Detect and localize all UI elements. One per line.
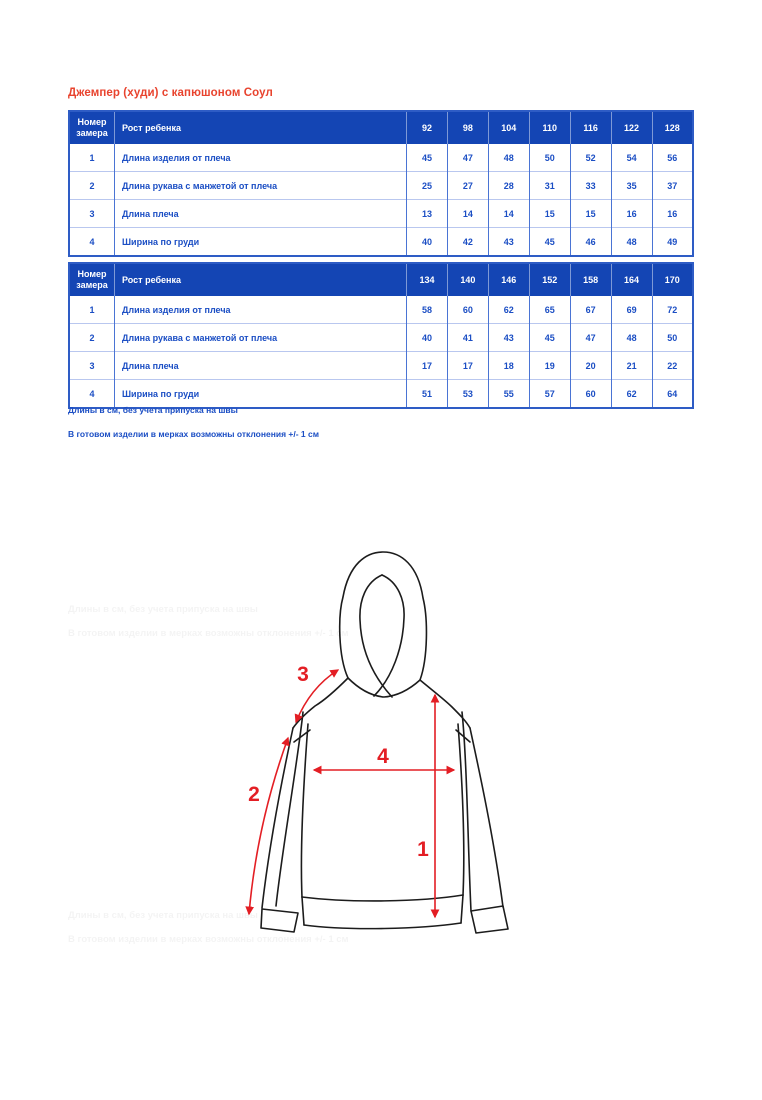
body-side-left [301, 724, 308, 897]
header-size-value: 110 [529, 111, 570, 144]
measure-value-cell: 48 [611, 324, 652, 352]
measure-value-cell: 40 [407, 228, 448, 257]
row-measure-number: 2 [69, 324, 115, 352]
sleeve-right-outer [470, 728, 503, 907]
row-measure-label: Ширина по груди [115, 380, 407, 409]
measure-value-cell: 60 [447, 296, 488, 324]
header-measure-number: Номер замера [69, 111, 115, 144]
measure-value-cell: 40 [407, 324, 448, 352]
header-size-value: 158 [570, 263, 611, 296]
header-measure-number: Номер замера [69, 263, 115, 296]
header-child-height: Рост ребенка [115, 263, 407, 296]
measure-value-cell: 57 [529, 380, 570, 409]
measure-value-cell: 51 [407, 380, 448, 409]
measure-value-cell: 62 [488, 296, 529, 324]
measure-value-cell: 56 [652, 144, 693, 172]
header-size-value: 152 [529, 263, 570, 296]
measure-value-cell: 69 [611, 296, 652, 324]
measure-value-cell: 41 [447, 324, 488, 352]
measure-value-cell: 15 [570, 200, 611, 228]
header-child-height: Рост ребенка [115, 111, 407, 144]
measure-value-cell: 17 [447, 352, 488, 380]
cuff-left [261, 909, 298, 932]
measure-value-cell: 72 [652, 296, 693, 324]
hoodie-line-art [261, 552, 508, 933]
measure-value-cell: 50 [652, 324, 693, 352]
measure-value-cell: 17 [407, 352, 448, 380]
measure-value-cell: 47 [447, 144, 488, 172]
header-size-value: 122 [611, 111, 652, 144]
row-measure-number: 3 [69, 200, 115, 228]
size-table [68, 110, 694, 257]
row-measure-number: 1 [69, 144, 115, 172]
row-measure-label: Длина изделия от плеча [115, 144, 407, 172]
table-row [69, 296, 693, 324]
measure-value-cell: 55 [488, 380, 529, 409]
measure-value-cell: 49 [652, 228, 693, 257]
measure-value-cell: 60 [570, 380, 611, 409]
footnote-tolerance: В готовом изделии в мерках возможны отклонения +/- 1 см [68, 429, 320, 439]
measure-value-cell: 62 [611, 380, 652, 409]
measure-value-cell: 42 [447, 228, 488, 257]
row-measure-number: 2 [69, 172, 115, 200]
hood-outer-outline [340, 552, 427, 680]
measure-value-cell: 64 [652, 380, 693, 409]
table-row [69, 380, 693, 409]
header-size-value: 92 [407, 111, 448, 144]
header-size-value: 164 [611, 263, 652, 296]
measure-value-cell: 52 [570, 144, 611, 172]
hem-band-right-edge [461, 895, 463, 923]
measure-value-cell: 35 [611, 172, 652, 200]
measure-value-cell: 37 [652, 172, 693, 200]
measure-value-cell: 43 [488, 324, 529, 352]
measure-value-cell: 25 [407, 172, 448, 200]
measure-value-cell: 14 [447, 200, 488, 228]
hem-band-top [302, 895, 463, 901]
measure-label-4: 4 [377, 745, 389, 768]
row-measure-number: 4 [69, 380, 115, 409]
header-size-value: 104 [488, 111, 529, 144]
measure-value-cell: 21 [611, 352, 652, 380]
row-measure-number: 3 [69, 352, 115, 380]
row-measure-label: Длина плеча [115, 200, 407, 228]
header-size-value: 128 [652, 111, 693, 144]
measure-value-cell: 28 [488, 172, 529, 200]
header-size-value: 116 [570, 111, 611, 144]
measure-label-2: 2 [248, 783, 260, 806]
header-size-value: 146 [488, 263, 529, 296]
measure-value-cell: 27 [447, 172, 488, 200]
measure-value-cell: 31 [529, 172, 570, 200]
measure-value-cell: 58 [407, 296, 448, 324]
measure-value-cell: 65 [529, 296, 570, 324]
row-measure-label: Длина изделия от плеча [115, 296, 407, 324]
measure-value-cell: 67 [570, 296, 611, 324]
measure-label-3: 3 [297, 663, 309, 686]
measure-value-cell: 16 [652, 200, 693, 228]
product-title: Джемпер (худи) с капюшоном Соул [68, 87, 273, 99]
body-side-right [458, 724, 464, 895]
measure-value-cell: 48 [488, 144, 529, 172]
measure-value-cell: 33 [570, 172, 611, 200]
footnote-units: Длины в см, без учета припуска на швы [68, 405, 238, 415]
measure-value-cell: 43 [488, 228, 529, 257]
measure-value-cell: 19 [529, 352, 570, 380]
measure-arrow-sleeve-2 [249, 738, 288, 914]
header-size-value: 134 [407, 263, 448, 296]
header-size-value: 140 [447, 263, 488, 296]
row-measure-label: Длина рукава с манжетой от плеча [115, 172, 407, 200]
hem-band-left-edge [302, 897, 304, 925]
row-measure-label: Длина плеча [115, 352, 407, 380]
row-measure-number: 1 [69, 296, 115, 324]
measure-value-cell: 45 [529, 324, 570, 352]
row-measure-number: 4 [69, 228, 115, 257]
measure-value-cell: 22 [652, 352, 693, 380]
table-row [69, 200, 693, 228]
measure-value-cell: 16 [611, 200, 652, 228]
table-row [69, 228, 693, 257]
measure-value-cell: 54 [611, 144, 652, 172]
measure-value-cell: 20 [570, 352, 611, 380]
table-row [69, 172, 693, 200]
measure-value-cell: 46 [570, 228, 611, 257]
hoodie-measurement-diagram [225, 545, 545, 955]
table-row [69, 144, 693, 172]
cuff-right [471, 906, 508, 933]
measure-value-cell: 45 [407, 144, 448, 172]
size-table [68, 262, 694, 409]
measure-value-cell: 48 [611, 228, 652, 257]
header-size-value: 170 [652, 263, 693, 296]
hem-band-bottom [304, 923, 461, 929]
measure-value-cell: 18 [488, 352, 529, 380]
size-table-small-sizes [68, 110, 694, 257]
measure-value-cell: 13 [407, 200, 448, 228]
measure-value-cell: 47 [570, 324, 611, 352]
size-table-big-sizes [68, 262, 694, 409]
table-row [69, 352, 693, 380]
measure-value-cell: 53 [447, 380, 488, 409]
measure-value-cell: 45 [529, 228, 570, 257]
measure-value-cell: 14 [488, 200, 529, 228]
header-size-value: 98 [447, 111, 488, 144]
measure-value-cell: 50 [529, 144, 570, 172]
table-row [69, 324, 693, 352]
hood-opening-right [374, 575, 404, 696]
measure-label-1: 1 [417, 838, 429, 861]
measure-value-cell: 15 [529, 200, 570, 228]
row-measure-label: Длина рукава с манжетой от плеча [115, 324, 407, 352]
row-measure-label: Ширина по груди [115, 228, 407, 257]
